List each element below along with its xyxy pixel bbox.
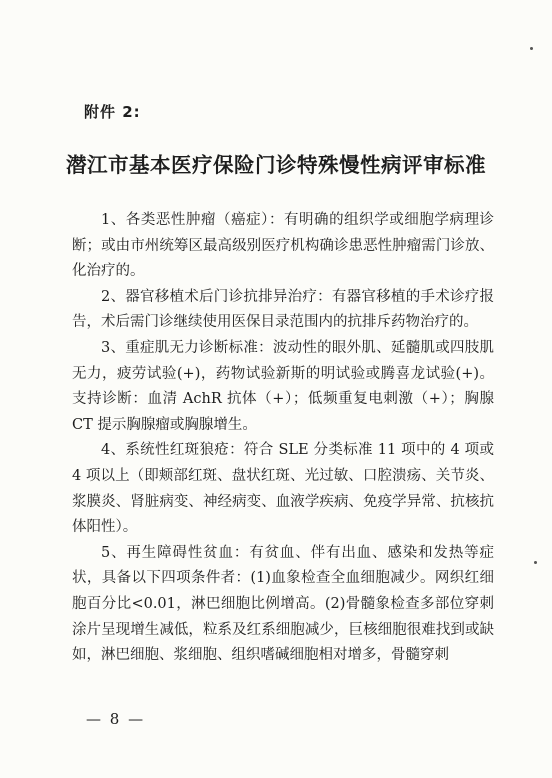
page-number: — 8 — xyxy=(86,710,146,728)
paragraph-lupus: 4、系统性红斑狼疮：符合 SLE 分类标准 11 项中的 4 项或 4 项以上（即颊部红斑、盘状红斑、光过敏、口腔溃疡、关节炎、浆膜炎、肾脏病变、神经病变、血液学疾病、免疫学异常、抗核抗体阳性）。 xyxy=(72,442,494,536)
attachment-label: 附件 2: xyxy=(84,103,141,121)
document-body xyxy=(72,208,494,669)
scan-speck xyxy=(534,561,537,564)
paragraph-organ-transplant: 2、器官移植术后门诊抗排异治疗：有器官移植的手术诊疗报告，术后需门诊继续使用医保目录范围内的抗排斥药物治疗的。 xyxy=(72,288,494,331)
paragraph-myasthenia-gravis: 3、重症肌无力诊断标准：波动性的眼外肌、延髓肌或四肢肌无力，疲劳试验(+)，药物试验新斯的明试验或腾喜龙试验(+)。支持诊断：血清 AchR 抗体（+）；低频重复电刺激（+）；胸腺 CT 提示胸腺瘤或胸腺增生。 xyxy=(72,339,494,433)
paragraph-aplastic-anemia: 5、再生障碍性贫血：有贫血、伴有出血、感染和发热等症状，具备以下四项条件者：(1)血象检查全血细胞减少。网织红细胞百分比<0.01，淋巴细胞比例增高。(2)骨髓象检查多部位穿刺涂片呈现增生减低，粒系及红系细胞减少，巨核细胞很难找到或缺如，淋巴细胞、浆细胞、组织嗜碱细胞相对增多，骨髓穿刺 xyxy=(72,544,494,664)
scan-speck xyxy=(530,47,533,50)
paragraph-malignant-tumor: 1、各类恶性肿瘤（癌症）：有明确的组织学或细胞学病理诊断；或由市州统筹区最高级别医疗机构确诊患恶性肿瘤需门诊放、化治疗的。 xyxy=(72,212,494,280)
document-title: 潜江市基本医疗保险门诊特殊慢性病评审标准 xyxy=(66,153,486,177)
